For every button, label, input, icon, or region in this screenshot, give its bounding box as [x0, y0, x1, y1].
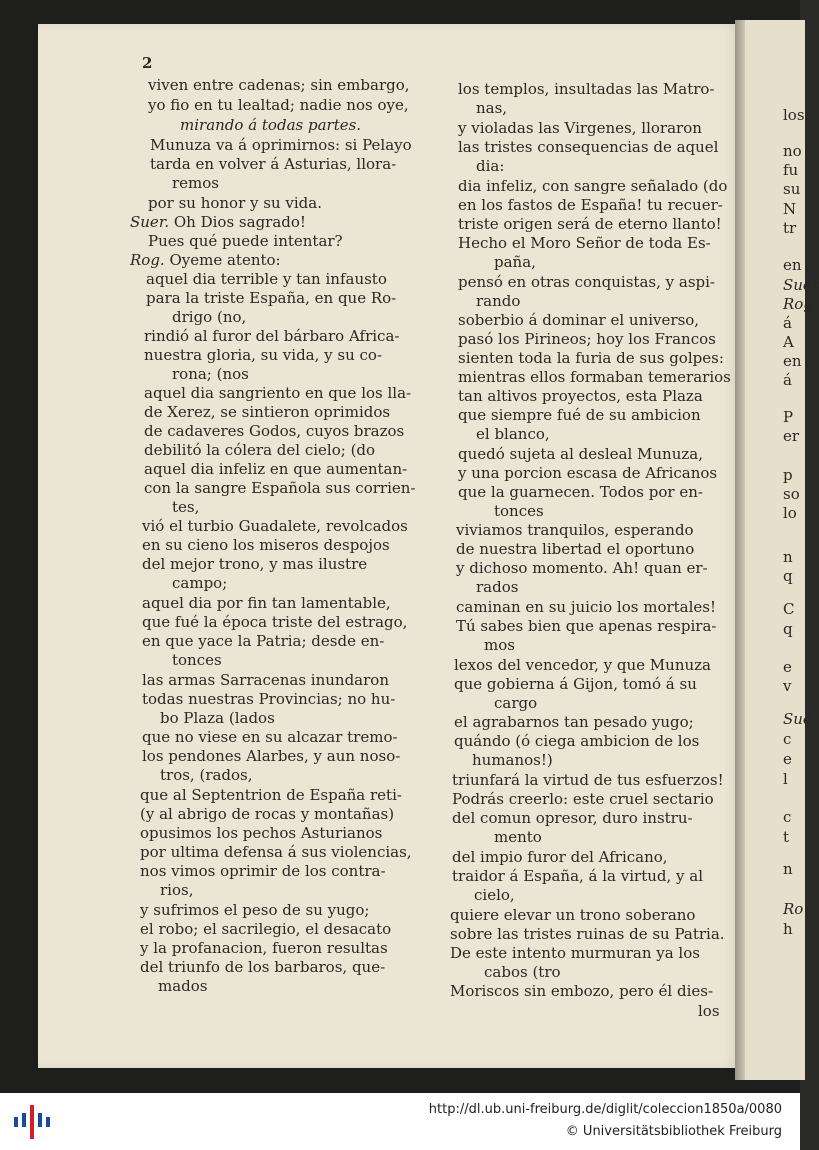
adjacent-page-text: á: [783, 314, 792, 332]
left-column-line: rios,: [160, 881, 194, 899]
adjacent-page-text: e: [783, 750, 792, 768]
adjacent-page-text: fu: [783, 161, 799, 179]
left-column-line: que fué la época triste del estrago,: [142, 613, 408, 631]
left-column-line: bo Plaza (lados: [160, 709, 275, 727]
left-column-line: aquel dia infeliz en que aumentan-: [144, 460, 408, 478]
right-column-line: rados: [476, 578, 519, 596]
left-column-line: viven entre cadenas; sin embargo,: [148, 76, 410, 94]
left-column-line: para la triste España, en que Ro-: [146, 289, 397, 307]
adjacent-page-text: su: [783, 180, 801, 198]
left-column-line: Munuza va á oprimirnos: si Pelayo: [150, 136, 412, 154]
source-url[interactable]: http://dl.ub.uni-freiburg.de/diglit/coleccion1850a/0080: [428, 1102, 782, 1117]
right-column-line: dia infeliz, con sangre señalado (do: [458, 177, 728, 195]
adjacent-page-text: A: [783, 333, 794, 351]
right-column-line: que gobierna á Gijon, tomó á su: [454, 675, 697, 693]
adjacent-page-text: P: [783, 408, 794, 426]
right-column-line: quándo (ó ciega ambicion de los: [454, 732, 700, 750]
left-column-line: por ultima defensa á sus violencias,: [140, 843, 412, 861]
left-column-line: todas nuestras Provincias; no hu-: [142, 690, 396, 708]
right-column-line: tonces: [494, 502, 544, 520]
left-column-line: nos vimos oprimir de los contra-: [140, 862, 386, 880]
left-column-line: con la sangre Española sus corrien-: [144, 479, 416, 497]
left-column-line: aquel dia sangriento en que los lla-: [144, 384, 412, 402]
adjacent-page-text: l: [783, 770, 788, 788]
adjacent-page-text: tr: [783, 219, 797, 237]
adjacent-page-text: C: [783, 600, 795, 618]
left-column-line: nuestra gloria, su vida, y su co-: [144, 346, 383, 364]
left-column-line: Pues qué puede intentar?: [148, 232, 343, 250]
left-column-line: mados: [158, 977, 208, 995]
right-column-line: nas,: [476, 99, 508, 117]
right-column-line: cargo: [494, 694, 538, 712]
left-column-line: (y al abrigo de rocas y montañas): [140, 805, 395, 823]
adjacent-page-text: q: [783, 620, 793, 638]
ub-freiburg-logo-icon: [12, 1103, 52, 1141]
left-column-line: debilitó la cólera del cielo; (do: [144, 441, 376, 459]
left-column-line: que no viese en su alcazar tremo-: [142, 728, 398, 746]
left-column-line: los pendones Alarbes, y aun noso-: [142, 747, 401, 765]
right-column-line: mientras ellos formaban temerarios: [458, 368, 731, 386]
right-column-line: el blanco,: [476, 425, 550, 443]
adjacent-page-text: no: [783, 142, 802, 160]
right-column-line: que siempre fué de su ambicion: [458, 406, 701, 424]
adjacent-page-text: n: [783, 860, 793, 878]
adjacent-page-text: so: [783, 485, 800, 503]
right-column-line: sobre las tristes ruinas de su Patria.: [450, 925, 725, 943]
adjacent-page-text: Sue: [783, 710, 812, 728]
right-column-line: viviamos tranquilos, esperando: [456, 521, 694, 539]
adjacent-page-text: Ro: [783, 900, 804, 918]
left-column-line: opusimos los pechos Asturianos: [140, 824, 383, 842]
right-column-line: Moriscos sin embozo, pero él dies-: [450, 982, 714, 1000]
right-column-line: traidor á España, á la virtud, y al: [452, 867, 704, 885]
left-column-line: por su honor y su vida.: [148, 194, 322, 212]
left-column-line: campo;: [172, 574, 228, 592]
left-column-line: Suer. Oh Dios sagrado!: [130, 213, 306, 231]
left-column-line: remos: [172, 174, 219, 192]
book-page: [38, 24, 738, 1068]
right-column-line: dia:: [476, 157, 505, 175]
adjacent-page-fragment: [745, 20, 819, 1080]
right-column-line: las tristes consequencias de aquel: [458, 138, 719, 156]
right-column-line: y dichoso momento. Ah! quan er-: [456, 559, 708, 577]
adjacent-page-text: h: [783, 920, 793, 938]
adjacent-page-text: t: [783, 828, 790, 846]
right-column-line: paña,: [494, 253, 536, 271]
adjacent-page-text: v: [783, 677, 792, 695]
right-column-line: sienten toda la furia de sus golpes:: [458, 349, 724, 367]
adjacent-page-text: á: [783, 371, 792, 389]
left-column-line: tarda en volver á Asturias, llora-: [150, 155, 397, 173]
left-column-line: vió el turbio Guadalete, revolcados: [142, 517, 408, 535]
adjacent-page-text: c: [783, 730, 792, 748]
adjacent-page-text: c: [783, 808, 792, 826]
left-column-line: tonces: [172, 651, 222, 669]
adjacent-page-text: Rog: [783, 295, 813, 313]
right-column-line: mento: [494, 828, 542, 846]
right-column-line: quiere elevar un trono soberano: [450, 906, 696, 924]
right-column-line: y una porcion escasa de Africanos: [458, 464, 718, 482]
right-column-line: Podrás creerlo: este cruel sectario: [452, 790, 714, 808]
adjacent-page-text: en: [783, 352, 802, 370]
left-column-line: de Xerez, se sintieron oprimidos: [144, 403, 391, 421]
right-column-line: del comun opresor, duro instru-: [452, 809, 693, 827]
left-column-line: mirando á todas partes.: [180, 116, 362, 134]
adjacent-page-text: e: [783, 658, 792, 676]
left-column-line: Rog. Oyeme atento:: [130, 251, 281, 269]
left-column-line: y la profanacion, fueron resultas: [140, 939, 388, 957]
left-column-line: yo fio en tu lealtad; nadie nos oye,: [148, 96, 409, 114]
left-column-line: aquel dia terrible y tan infausto: [146, 270, 387, 288]
left-column-line: que al Septentrion de España reti-: [140, 786, 402, 804]
adjacent-page-text: lo: [783, 504, 797, 522]
right-column-line: Tú sabes bien que apenas respira-: [456, 617, 717, 635]
right-column-line: lexos del vencedor, y que Munuza: [454, 656, 711, 674]
left-column-line: rindió al furor del bárbaro Africa-: [144, 327, 400, 345]
right-column-line: del impio furor del Africano,: [452, 848, 668, 866]
copyright-notice: © Universitätsbibliothek Freiburg: [565, 1124, 782, 1139]
right-column-line: pensó en otras conquistas, y aspi-: [458, 273, 715, 291]
left-column-line: en que yace la Patria; desde en-: [142, 632, 385, 650]
right-column-line: mos: [484, 636, 515, 654]
left-column-line: aquel dia por fin tan lamentable,: [142, 594, 391, 612]
left-column-line: del triunfo de los barbaros, que-: [140, 958, 386, 976]
left-column-line: el robo; el sacrilegio, el desacato: [140, 920, 392, 938]
adjacent-page-text: er: [783, 427, 800, 445]
left-column-line: tros, (rados,: [160, 766, 253, 784]
right-column-line: de nuestra libertad el oportuno: [456, 540, 695, 558]
right-column-line: cielo,: [474, 886, 515, 904]
right-column-line: De este intento murmuran ya los: [450, 944, 700, 962]
left-column-line: de cadaveres Godos, cuyos brazos: [144, 422, 405, 440]
adjacent-page-text: los: [783, 106, 805, 124]
left-column-line: y sufrimos el peso de su yugo;: [140, 901, 370, 919]
left-column-line: del mejor trono, y mas ilustre: [142, 555, 368, 573]
left-column-line: tes,: [172, 498, 200, 516]
right-column-line: soberbio á dominar el universo,: [458, 311, 700, 329]
right-column-line: triste origen será de eterno llanto!: [458, 215, 722, 233]
footer-bar: [0, 1093, 800, 1150]
right-column-line: rando: [476, 292, 521, 310]
adjacent-page-text: p: [783, 466, 793, 484]
adjacent-page-text: q: [783, 567, 793, 585]
right-column-line: cabos (tro: [484, 963, 561, 981]
right-column-line: el agrabarnos tan pesado yugo;: [454, 713, 694, 731]
right-column-line: triunfará la virtud de tus esfuerzos!: [452, 771, 724, 789]
left-column-line: rona; (nos: [172, 365, 249, 383]
right-column-line: tan altivos proyectos, esta Plaza: [458, 387, 703, 405]
left-column-line: en su cieno los miseros despojos: [142, 536, 390, 554]
adjacent-page-text: Suer: [783, 276, 819, 294]
right-column-line: en los fastos de España! tu recuer-: [458, 196, 723, 214]
right-column-line: los: [698, 1002, 720, 1020]
left-column-line: drigo (no,: [172, 308, 247, 326]
right-column-line: caminan en su juicio los mortales!: [456, 598, 717, 616]
right-column-line: quedó sujeta al desleal Munuza,: [458, 445, 703, 463]
adjacent-page-text: en: [783, 256, 802, 274]
adjacent-page-text: N: [783, 200, 797, 218]
left-column-line: las armas Sarracenas inundaron: [142, 671, 389, 689]
right-column-line: y violadas las Virgenes, lloraron: [458, 119, 702, 137]
right-column-line: pasó los Pirineos; hoy los Francos: [458, 330, 716, 348]
page-number: 2: [142, 54, 153, 72]
right-column-line: los templos, insultadas las Matro-: [458, 80, 715, 98]
right-column-line: Hecho el Moro Señor de toda Es-: [458, 234, 711, 252]
right-column-line: humanos!): [472, 751, 553, 769]
adjacent-page-text: n: [783, 548, 793, 566]
right-column-line: que la guarnecen. Todos por en-: [458, 483, 703, 501]
